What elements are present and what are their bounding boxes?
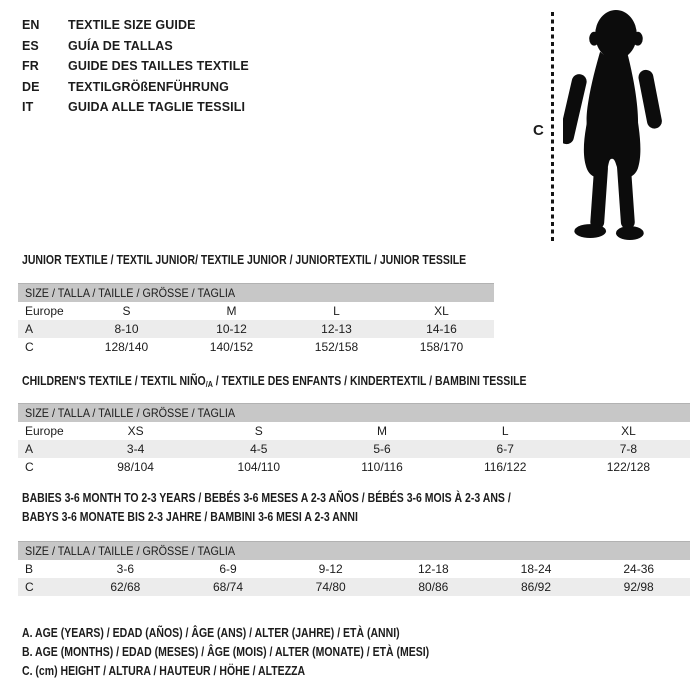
list-item — [22, 56, 249, 77]
table-row — [18, 560, 690, 578]
age-cell: 10-12 — [216, 322, 247, 336]
footnote-b: B. AGE (MONTHS) / EDAD (MESES) / ÂGE (MOIS) / ALTER (MONATE) / ETÀ (MESI) — [22, 645, 430, 659]
children-size-table — [18, 403, 690, 476]
language-code: IT — [22, 100, 34, 114]
size-cell: XL — [434, 304, 449, 318]
size-cell: XL — [621, 424, 636, 438]
junior-table-title — [22, 253, 551, 267]
language-title: GUIDE DES TAILLES TEXTILE — [68, 59, 249, 73]
babies-table-title — [22, 489, 604, 526]
age-cell: 3-6 — [116, 562, 134, 576]
age-cell: 24-36 — [623, 562, 655, 576]
height-cell: 152/158 — [314, 340, 359, 354]
list-item — [22, 36, 249, 57]
age-cell: 6-7 — [496, 442, 514, 456]
children-title-suffix: / TEXTILE DES ENFANTS / KINDERTEXTIL / BAMBINI TESSILE — [212, 374, 527, 388]
table-row — [18, 578, 690, 596]
size-header-label: SIZE / TALLA / TAILLE / GRÖSSE / TAGLIA — [25, 406, 236, 420]
size-header-bar — [18, 541, 690, 560]
language-code: EN — [22, 18, 40, 32]
size-cell: L — [333, 304, 340, 318]
language-code: DE — [22, 79, 40, 94]
height-cell: 86/92 — [521, 580, 552, 594]
list-item — [22, 77, 249, 98]
height-cell: 92/98 — [623, 580, 654, 594]
children-table-title-text — [22, 374, 527, 389]
table-row — [18, 302, 494, 320]
junior-table-title-text: JUNIOR TEXTILE / TEXTIL JUNIOR/ TEXTILE JUNIOR / JUNIORTEXTIL / JUNIOR TESSILE — [22, 253, 467, 267]
size-cell: L — [501, 424, 509, 438]
babies-title-line1: BABIES 3-6 MONTH TO 2-3 YEARS / BEBÉS 3-6 MESES A 2-3 AÑOS / BÉBÉS 3-6 MOIS À 2-3 ANS / — [22, 491, 511, 505]
footnote-c: C. (cm) HEIGHT / ALTURA / HAUTEUR / HÖHE / ALTEZZA — [22, 664, 306, 678]
list-item — [22, 15, 249, 36]
baby-silhouette-icon — [563, 8, 663, 241]
language-code: ES — [22, 38, 39, 53]
row-label: C — [25, 580, 34, 594]
size-header-label: SIZE / TALLA / TAILLE / GRÖSSE / TAGLIA — [25, 544, 236, 558]
table-row — [18, 440, 690, 458]
size-cell: M — [226, 304, 237, 318]
height-cell: 116/122 — [483, 460, 527, 474]
row-label: Europe — [25, 424, 64, 438]
table-row — [18, 320, 494, 338]
age-cell: 3-4 — [126, 442, 145, 456]
height-cell: 98/104 — [117, 460, 154, 474]
table-row — [18, 422, 690, 440]
size-cell: M — [377, 424, 387, 438]
footnote-a: A. AGE (YEARS) / EDAD (AÑOS) / ÂGE (ANS) / ALTER (JAHRE) / ETÀ (ANNI) — [22, 626, 400, 640]
size-header-bar — [18, 283, 494, 302]
height-cell: 74/80 — [315, 580, 346, 594]
row-label: C — [25, 460, 34, 474]
children-title-prefix: CHILDREN'S TEXTILE / TEXTIL NIÑO — [22, 374, 206, 388]
table-row — [18, 338, 494, 356]
height-cell: 140/152 — [209, 340, 254, 354]
row-label: A — [25, 442, 34, 456]
height-cell: 110/116 — [361, 460, 403, 474]
age-cell: 12-18 — [418, 562, 449, 576]
junior-size-table — [18, 283, 494, 356]
row-label: B — [25, 562, 34, 576]
age-cell: 18-24 — [520, 562, 552, 576]
size-cell: S — [122, 304, 131, 318]
age-cell: 7-8 — [619, 442, 638, 456]
language-title: GUÍA DE TALLAS — [68, 38, 173, 53]
babies-title-line2: BABYS 3-6 MONATE BIS 2-3 JAHRE / BAMBINI 3-6 MESI A 2-3 ANNI — [22, 509, 358, 524]
height-cell: 128/140 — [104, 340, 149, 354]
language-title: TEXTILGRÖßENFÜHRUNG — [68, 79, 229, 94]
height-cell: 80/86 — [418, 580, 449, 594]
language-title: TEXTILE SIZE GUIDE — [68, 18, 196, 32]
age-cell: 8-10 — [114, 322, 139, 336]
height-measure-dotted-line — [551, 12, 554, 244]
size-header-label: SIZE / TALLA / TAILLE / GRÖSSE / TAGLIA — [25, 286, 236, 300]
height-measure-label: C — [533, 122, 544, 139]
age-cell: 12-13 — [321, 322, 352, 336]
footnote-legend — [22, 624, 507, 681]
row-label: A — [25, 322, 34, 336]
size-cell: XS — [127, 424, 144, 438]
language-title: GUIDA ALLE TAGLIE TESSILI — [68, 100, 246, 114]
children-table-title — [22, 374, 623, 389]
children-title-subscript: /A — [205, 379, 213, 389]
size-header-bar — [18, 403, 690, 422]
age-cell: 4-5 — [250, 442, 268, 456]
age-cell: 5-6 — [373, 442, 391, 456]
age-cell: 6-9 — [219, 562, 237, 576]
height-cell: 68/74 — [212, 580, 244, 594]
age-cell: 14-16 — [426, 322, 457, 336]
row-label: C — [25, 340, 34, 354]
age-cell: 9-12 — [318, 562, 343, 576]
language-code: FR — [22, 59, 39, 73]
height-cell: 122/128 — [606, 460, 651, 474]
row-label: Europe — [25, 304, 64, 318]
babies-size-table — [18, 541, 690, 596]
height-cell: 158/170 — [419, 340, 464, 354]
height-cell: 104/110 — [237, 460, 281, 474]
list-item — [22, 97, 249, 118]
table-row — [18, 458, 690, 476]
height-cell: 62/68 — [110, 580, 141, 594]
size-cell: S — [254, 424, 263, 438]
language-title-list — [22, 15, 249, 118]
